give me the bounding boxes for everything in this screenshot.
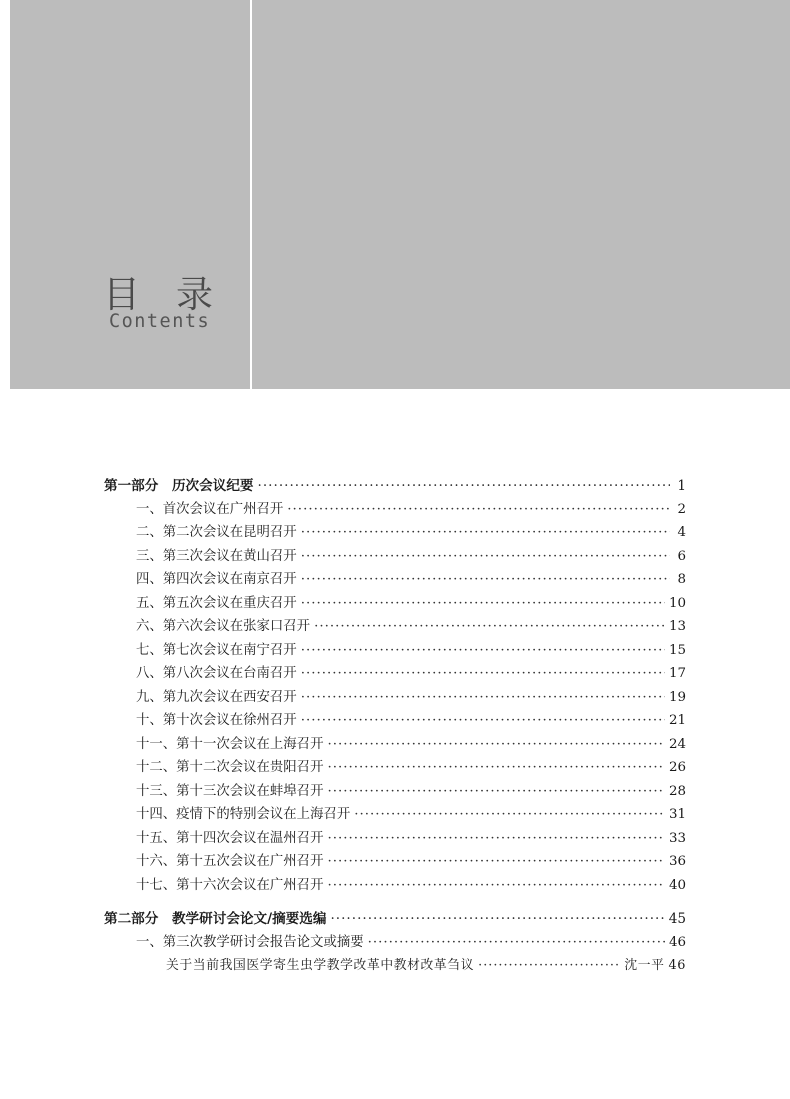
toc-page-number: 31: [668, 807, 686, 822]
toc-page-number: 33: [668, 830, 686, 846]
toc-dot-leader: [301, 549, 670, 564]
toc-entry-label: 十七、第十六次会议在广州召开: [136, 877, 324, 893]
toc-entry-label: 十四、疫情下的特别会议在上海召开: [136, 807, 351, 822]
toc-entry[interactable]: [104, 756, 686, 780]
toc-entry-label: 十五、第十四次会议在温州召开: [136, 830, 324, 846]
toc-page-number: 6: [677, 548, 686, 564]
toc-entry-label: 四、第四次会议在南京召开: [136, 572, 297, 587]
toc-entry[interactable]: [104, 686, 686, 710]
toc-entry-label: 十、第十次会议在徐州召开: [136, 713, 297, 728]
toc-page-number: 2: [677, 501, 686, 517]
toc-page-number: 45: [668, 911, 686, 927]
toc-entry-label: 十六、第十五次会议在广州召开: [136, 854, 324, 869]
toc-page-number: 24: [668, 736, 686, 752]
toc-entry[interactable]: [104, 803, 686, 827]
toc-dot-leader: [301, 713, 665, 728]
toc-page-number: 40: [668, 877, 686, 893]
toc-part-heading[interactable]: [104, 474, 686, 498]
page-subtitle: Contents: [109, 311, 211, 332]
toc-page-number: 13: [668, 619, 686, 634]
toc-entry[interactable]: [104, 498, 686, 522]
toc-dot-leader: [301, 525, 670, 540]
toc-entry[interactable]: [104, 874, 686, 898]
toc-entry-label: 七、第七次会议在南宁召开: [136, 642, 297, 658]
toc-entry[interactable]: [104, 639, 686, 663]
toc-dot-leader: [301, 572, 670, 587]
toc-entry[interactable]: [104, 954, 686, 978]
toc-entry-label: 第一部分 历次会议纪要: [104, 478, 254, 494]
toc-dot-leader: [327, 784, 664, 799]
toc-entry[interactable]: [104, 780, 686, 804]
page-title: 目录: [103, 273, 249, 316]
toc-dot-leader: [327, 854, 664, 869]
toc-page-number: 36: [668, 854, 686, 869]
toc-entry-label: 九、第九次会议在西安召开: [136, 689, 297, 705]
toc-entry[interactable]: [104, 662, 686, 686]
toc-page-number: 4: [677, 525, 686, 540]
toc-dot-leader: [301, 690, 665, 705]
toc-entry[interactable]: [104, 850, 686, 874]
toc-page-number: 8: [677, 572, 686, 587]
toc-part-heading[interactable]: [104, 907, 686, 931]
toc-entry-label: 十二、第十二次会议在贵阳召开: [136, 760, 324, 775]
toc-dot-leader: [301, 643, 665, 658]
toc-entry[interactable]: [104, 615, 686, 639]
toc-dot-leader: [258, 478, 670, 494]
header-panel-right: [252, 0, 790, 389]
toc-dot-leader: [354, 807, 665, 822]
toc-entry[interactable]: [104, 931, 686, 955]
toc-page-number: 46: [668, 958, 686, 973]
toc-entry[interactable]: [104, 568, 686, 592]
toc-entry[interactable]: [104, 592, 686, 616]
toc-entry-label: 三、第三次会议在黄山召开: [136, 548, 297, 564]
toc-dot-leader: [301, 596, 665, 611]
toc-page-number: 15: [668, 642, 686, 658]
toc-dot-leader: [368, 935, 665, 950]
toc-page-number: 46: [668, 934, 686, 950]
toc-entry[interactable]: [104, 827, 686, 851]
toc-entry-label: 十三、第十三次会议在蚌埠召开: [136, 783, 324, 799]
toc-entry[interactable]: [104, 545, 686, 569]
toc-dot-leader: [330, 911, 664, 927]
toc-dot-leader: [327, 878, 664, 893]
toc-entry-label: 十一、第十一次会议在上海召开: [136, 736, 324, 752]
toc-entry-author: 沈一平: [624, 958, 665, 973]
toc-dot-leader: [478, 958, 620, 973]
toc-dot-leader: [301, 666, 665, 681]
toc-entry[interactable]: [104, 733, 686, 757]
toc-entry-label: 八、第八次会议在台南召开: [136, 666, 297, 681]
toc-page-number: 10: [668, 595, 686, 611]
toc-entry-label: 一、第三次教学研讨会报告论文或摘要: [136, 934, 364, 950]
toc-page-number: 19: [668, 689, 686, 705]
toc-page-number: 28: [668, 783, 686, 799]
toc-entry-label: 第二部分 教学研讨会论文/摘要选编: [104, 911, 327, 927]
toc-page-number: 1: [677, 478, 686, 494]
toc-dot-leader: [327, 760, 664, 775]
toc-dot-leader: [314, 619, 665, 634]
toc-entry-label: 二、第二次会议在昆明召开: [136, 525, 297, 540]
toc-dot-leader: [327, 737, 664, 752]
toc-dot-leader: [287, 502, 670, 517]
toc-entry-label: 一、首次会议在广州召开: [136, 501, 284, 517]
toc-entry[interactable]: [104, 521, 686, 545]
toc-entry-label: 六、第六次会议在张家口召开: [136, 619, 311, 634]
toc-dot-leader: [327, 831, 664, 846]
toc-entry[interactable]: [104, 709, 686, 733]
toc-page-number: 26: [668, 760, 686, 775]
toc-entry-label: 关于当前我国医学寄生虫学教学改革中教材改革刍议: [166, 958, 475, 973]
toc-page-number: 21: [668, 713, 686, 728]
toc-entry-label: 五、第五次会议在重庆召开: [136, 595, 297, 611]
toc-page-number: 17: [668, 666, 686, 681]
table-of-contents: [104, 474, 686, 978]
